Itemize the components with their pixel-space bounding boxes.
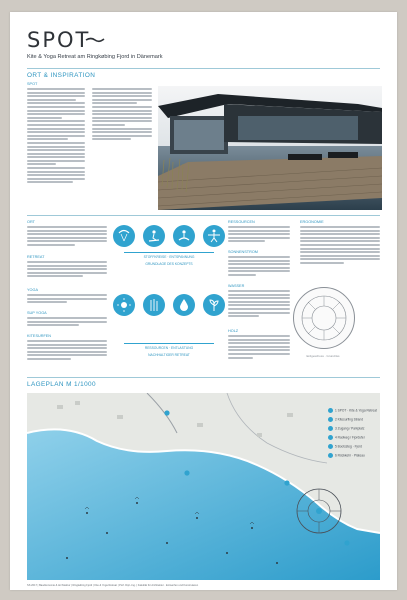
- text-ergonomie: [300, 226, 380, 276]
- legend-item: 2 Kitesurfing Strand: [328, 417, 363, 422]
- legend-marker: [328, 444, 333, 449]
- text-ort: [27, 226, 107, 252]
- text-yoga: [27, 294, 107, 308]
- divider: [27, 377, 380, 378]
- kite-icon: [113, 225, 135, 247]
- pictogram-label-top-2: GRUNDLAGE DES KONZEPTS: [145, 262, 193, 266]
- legend-item: 1 SPOT · Kite & Yoga Retreat: [328, 408, 377, 413]
- subheading-ergonomie: ERGONOMIE: [300, 220, 324, 224]
- subheading-retreat: RETREAT: [27, 255, 45, 259]
- subheading-ressourcen: RESSOURCEN: [228, 220, 255, 224]
- pictogram-label-top-1: STOFFKREISE · ENTSPANNUNG: [143, 255, 195, 259]
- legend-marker: [328, 408, 333, 413]
- swoosh-icon: [85, 37, 105, 43]
- pictogram-connector: [124, 252, 214, 253]
- text-kitesurfen: [27, 340, 107, 370]
- subheading-sonnenstrom: SONNENSTROM: [228, 250, 258, 254]
- divider: [27, 68, 380, 69]
- reed-icon: [143, 294, 165, 316]
- intro-text-middle: [92, 88, 152, 148]
- pictogram-connector: [124, 343, 214, 344]
- pictogram-label-bottom-1: RESSOURCEN · ENTLASTUNG: [144, 346, 194, 350]
- water-icon: [173, 294, 195, 316]
- pictogram-label-bottom-2: NACHHALTIGER RETREAT: [148, 353, 190, 357]
- section-heading-ort-inspiration: ORT & INSPIRATION: [27, 72, 96, 79]
- poster-title: SPOT: [27, 28, 91, 52]
- legend-item: 6 Rückkehr · Plateau: [328, 453, 365, 458]
- footer-credits: SS 2017 | Bauökonomie & Architektur | Ringkøbing Fjord | Kite & Yoga Retreat | Prof. Dipl.-Ing. | Fakultät für Architektur · Entwerfen und Konstruieren: [27, 584, 199, 587]
- subheading-ort: ORT: [27, 220, 35, 224]
- legend-marker: [328, 426, 333, 431]
- text-sup-yoga: [27, 317, 107, 331]
- subheading-sup-yoga: SUP YOGA: [27, 311, 47, 315]
- legend-marker: [328, 435, 333, 440]
- poster-sheet: [10, 12, 397, 590]
- text-sonnenstrom: [228, 256, 290, 282]
- kitesurfer-icon: [143, 225, 165, 247]
- floorplan-caption: Erdgeschoss · Grundriss: [306, 354, 340, 358]
- text-wasser: [228, 290, 290, 326]
- legend-marker: [328, 417, 333, 422]
- meditation-icon: [173, 225, 195, 247]
- section-heading-lageplan: LAGEPLAN M 1/1000: [27, 381, 96, 388]
- subheading-spot: SPOT: [27, 82, 38, 86]
- intro-text-left: [27, 88, 85, 198]
- subheading-yoga: YOGA: [27, 288, 38, 292]
- poster-subtitle: Kite & Yoga Retreat am Ringkøbing Fjord in Dänemark: [27, 54, 163, 60]
- subheading-holz: HOLZ: [228, 329, 239, 333]
- text-retreat: [27, 261, 107, 285]
- text-holz: [228, 335, 290, 369]
- floorplan-sketch: [293, 287, 355, 349]
- legend-marker: [328, 453, 333, 458]
- yoga-pose-icon: [203, 225, 225, 247]
- text-ressourcen: [228, 226, 290, 248]
- legend-item: 5 Bootssteg · Fjord: [328, 444, 362, 449]
- legend-item: 4 Radweg / Fjordufer: [328, 435, 365, 440]
- divider: [27, 215, 380, 216]
- sun-icon: [113, 294, 135, 316]
- subheading-kitesurfen: KITESURFEN: [27, 334, 52, 338]
- architecture-rendering: [158, 86, 382, 210]
- subheading-wasser: WASSER: [228, 284, 245, 288]
- plant-icon: [203, 294, 225, 316]
- legend-item: 3 Zugang / Parkplatz: [328, 426, 364, 431]
